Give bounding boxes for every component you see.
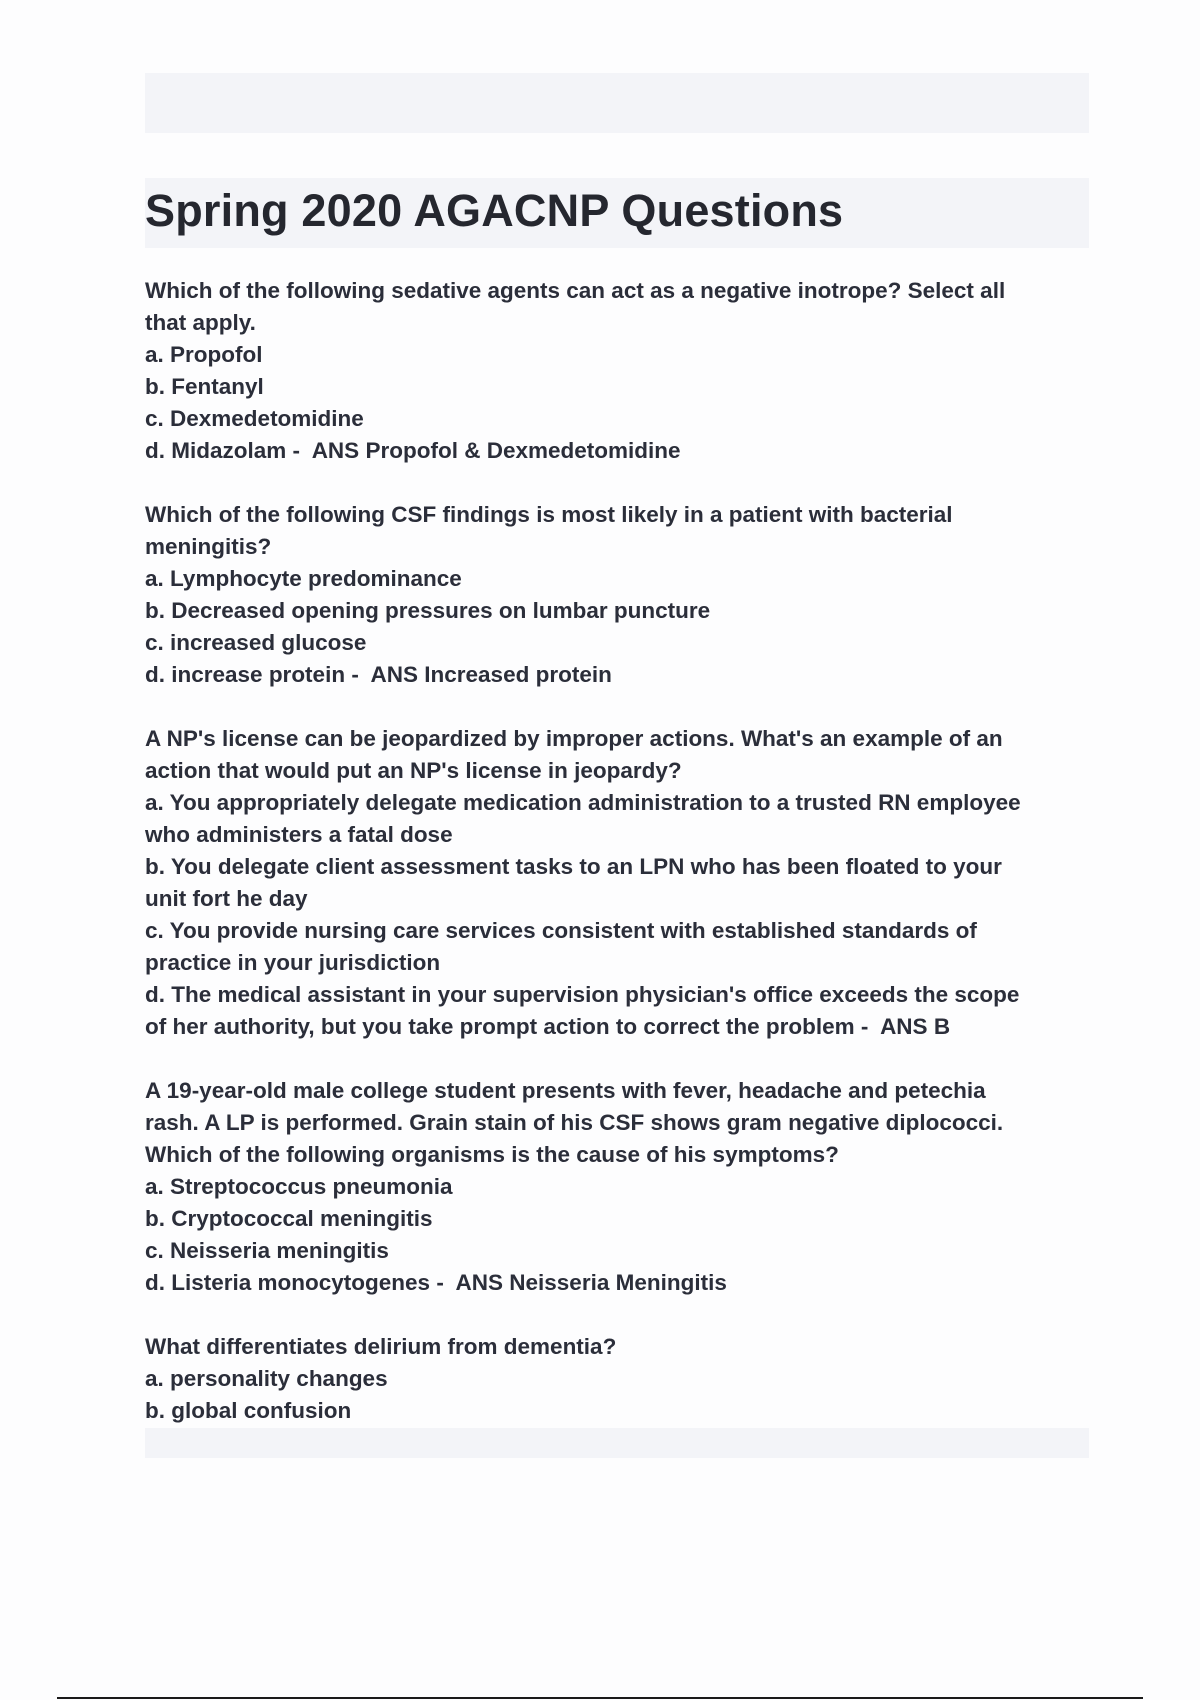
- question-stem-line: What differentiates delirium from dementia?: [145, 1334, 617, 1359]
- question-4: [145, 1075, 1090, 1299]
- answer-option-with-answer: d. increase protein - ANS Increased protein: [145, 662, 612, 687]
- answer-text: Increased protein: [424, 662, 612, 687]
- answer-option: c. Dexmedetomidine: [145, 406, 364, 431]
- question-stem-line: Which of the following organisms is the cause of his symptoms?: [145, 1142, 839, 1167]
- answer-option: b. You delegate client assessment tasks to an LPN who has been floated to your: [145, 854, 1002, 879]
- header-band: [145, 73, 1089, 133]
- answer-option-continuation: unit fort he day: [145, 886, 308, 911]
- answer-option: c. Neisseria meningitis: [145, 1238, 389, 1263]
- answer-tag: ANS: [311, 438, 360, 463]
- question-stem-line: Which of the following sedative agents can act as a negative inotrope? Select all: [145, 278, 1006, 303]
- question-stem-line: Which of the following CSF findings is most likely in a patient with bacterial: [145, 502, 953, 527]
- question-list: [145, 275, 1090, 1459]
- answer-option-text: d. increase protein: [145, 662, 346, 687]
- page-bottom-rule: [57, 1697, 1143, 1699]
- question-stem-line: A 19-year-old male college student presents with fever, headache and petechia: [145, 1078, 986, 1103]
- answer-option: c. increased glucose: [145, 630, 367, 655]
- answer-option: a. Lymphocyte predominance: [145, 566, 462, 591]
- question-stem-line: A NP's license can be jeopardized by improper actions. What's an example of an: [145, 726, 1003, 751]
- question-2: [145, 499, 1090, 691]
- answer-text: Neisseria Meningitis: [509, 1270, 727, 1295]
- answer-option: a. You appropriately delegate medication administration to a trusted RN employee: [145, 790, 1021, 815]
- answer-option: b. Fentanyl: [145, 374, 264, 399]
- answer-option: d. The medical assistant in your supervision physician's office exceeds the scope: [145, 982, 1020, 1007]
- answer-option-continuation: who administers a fatal dose: [145, 822, 453, 847]
- answer-option-with-answer: d. Midazolam - ANS Propofol & Dexmedetomidine: [145, 438, 681, 463]
- footer-band: [145, 1428, 1089, 1458]
- answer-option-with-answer: of her authority, but you take prompt action to correct the problem - ANS B: [145, 1014, 951, 1039]
- answer-text: B: [933, 1014, 951, 1039]
- answer-option: b. Decreased opening pressures on lumbar puncture: [145, 598, 711, 623]
- answer-tag: ANS: [455, 1270, 503, 1295]
- answer-option-text: of her authority, but you take prompt action to correct the problem: [145, 1014, 855, 1039]
- question-stem-line: action that would put an NP's license in jeopardy?: [145, 758, 682, 783]
- answer-option: a. Streptococcus pneumonia: [145, 1174, 453, 1199]
- answer-option-text: d. Listeria monocytogenes: [145, 1270, 431, 1295]
- answer-option: a. Propofol: [145, 342, 263, 367]
- question-stem-line: that apply.: [145, 310, 256, 335]
- question-5: [145, 1331, 1090, 1427]
- answer-option: b. global confusion: [145, 1398, 352, 1423]
- answer-option-text: d. Midazolam: [145, 438, 287, 463]
- answer-tag: ANS: [880, 1014, 928, 1039]
- question-stem-line: meningitis?: [145, 534, 272, 559]
- question-stem-line: rash. A LP is performed. Grain stain of his CSF shows gram negative diplococci.: [145, 1110, 1004, 1135]
- question-3: [145, 723, 1090, 1043]
- answer-option: b. Cryptococcal meningitis: [145, 1206, 433, 1231]
- answer-option: c. You provide nursing care services consistent with established standards of: [145, 918, 977, 943]
- answer-option-continuation: practice in your jurisdiction: [145, 950, 441, 975]
- answer-text: Propofol & Dexmedetomidine: [365, 438, 681, 463]
- question-1: [145, 275, 1090, 467]
- answer-tag: ANS: [370, 662, 418, 687]
- answer-option: a. personality changes: [145, 1366, 388, 1391]
- answer-option-with-answer: d. Listeria monocytogenes - ANS Neisseria Meningitis: [145, 1270, 727, 1295]
- page-title: Spring 2020 AGACNP Questions: [145, 185, 844, 236]
